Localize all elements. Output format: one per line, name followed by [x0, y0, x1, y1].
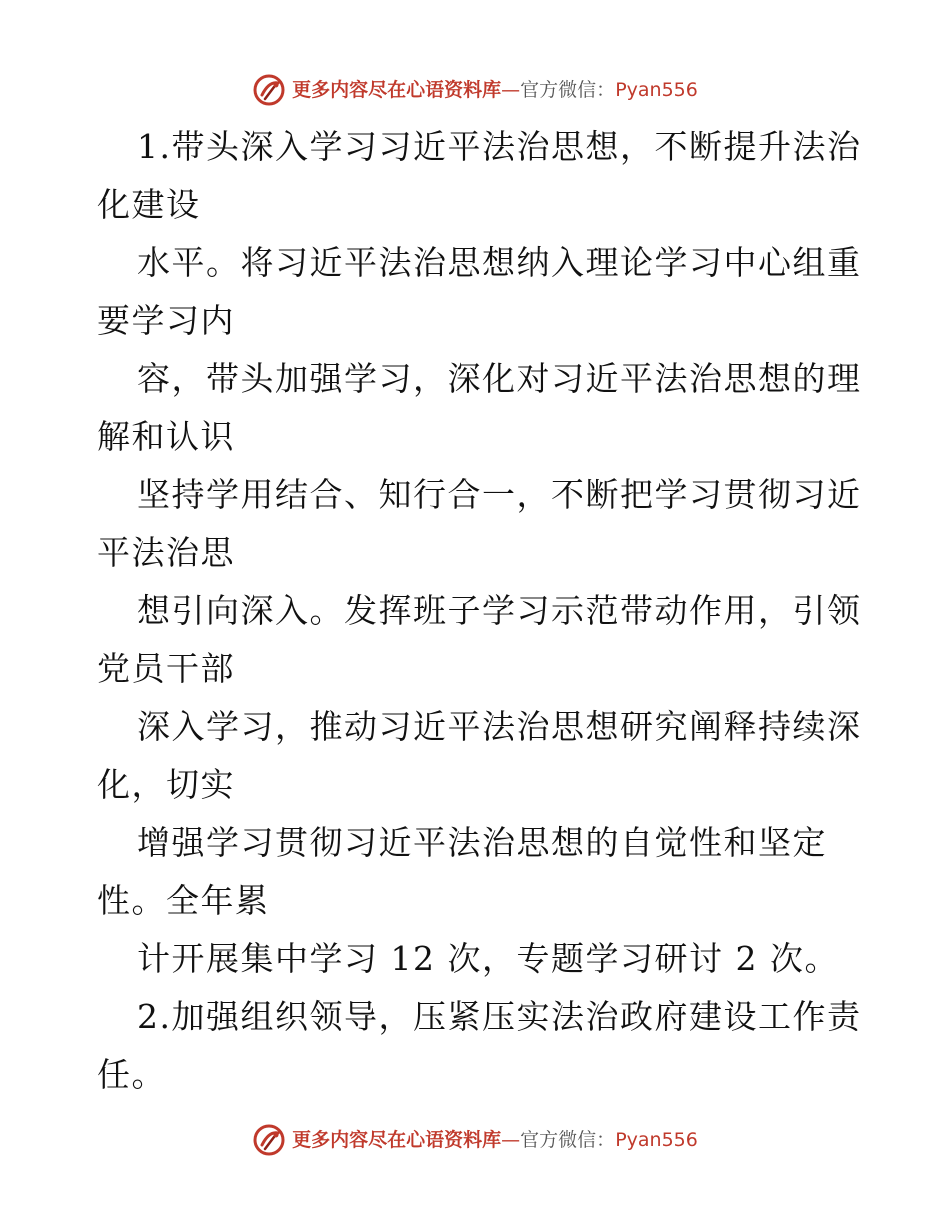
body-line — [97, 524, 857, 582]
watermark-banner-bottom — [0, 1122, 950, 1158]
body-line-text: 性。全年累 — [97, 881, 270, 920]
watermark-id: Pyan556 — [615, 78, 698, 101]
body-line-text: 任。 — [97, 1055, 166, 1094]
body-line — [97, 1046, 857, 1104]
logo-icon — [252, 1123, 286, 1157]
body-line-text: 平法治思 — [97, 533, 235, 572]
body-line-text: 解和认识 — [97, 417, 235, 456]
body-line-text: 1.带头深入学习习近平法治思想，不断提升法治 — [137, 127, 862, 166]
body-line — [97, 408, 857, 466]
watermark-label: 官方微信： — [520, 78, 616, 101]
body-line — [97, 640, 857, 698]
body-line — [97, 872, 857, 930]
watermark-banner-top — [0, 72, 950, 108]
body-line — [97, 466, 862, 524]
body-line-text: 2.加强组织领导，压紧压实法治政府建设工作责 — [137, 997, 862, 1036]
body-line-text: 要学习内 — [97, 301, 235, 340]
body-line — [97, 988, 862, 1046]
logo-icon — [252, 73, 286, 107]
body-line-text: 增强学习贯彻习近平法治思想的自觉性和坚定 — [137, 823, 827, 862]
watermark-main: 更多内容尽在心语资料库 — [292, 78, 502, 101]
body-line-text: 党员干部 — [97, 649, 235, 688]
body-line — [97, 234, 862, 292]
body-line — [97, 698, 862, 756]
watermark-label: 官方微信： — [520, 1128, 616, 1151]
body-line — [97, 582, 862, 640]
body-line — [97, 930, 857, 988]
body-line — [97, 292, 857, 350]
body-line-text: 容，带头加强学习，深化对习近平法治思想的理 — [137, 359, 862, 398]
watermark-dash: — — [501, 1128, 521, 1151]
watermark-id: Pyan556 — [615, 1128, 698, 1151]
body-line-text: 水平。将习近平法治思想纳入理论学习中心组重 — [137, 243, 862, 282]
body-line — [97, 814, 857, 872]
body-line-text: 化，切实 — [97, 765, 235, 804]
watermark-text — [292, 1128, 698, 1151]
watermark-main: 更多内容尽在心语资料库 — [292, 1128, 502, 1151]
body-line-text: 想引向深入。发挥班子学习示范带动作用，引领 — [137, 591, 862, 630]
body-line — [97, 756, 857, 814]
body-line — [97, 350, 862, 408]
body-line — [97, 118, 862, 176]
watermark-dash: — — [501, 78, 521, 101]
body-line-text: 坚持学用结合、知行合一，不断把学习贯彻习近 — [137, 475, 862, 514]
watermark-text — [292, 78, 698, 101]
body-line-text: 深入学习，推动习近平法治思想研究阐释持续深 — [137, 707, 862, 746]
body-line-text: 计开展集中学习 12 次，专题学习研讨 2 次。 — [137, 939, 839, 978]
body-line-text: 化建设 — [97, 185, 201, 224]
body-line — [97, 176, 857, 234]
document-body — [97, 118, 862, 1104]
